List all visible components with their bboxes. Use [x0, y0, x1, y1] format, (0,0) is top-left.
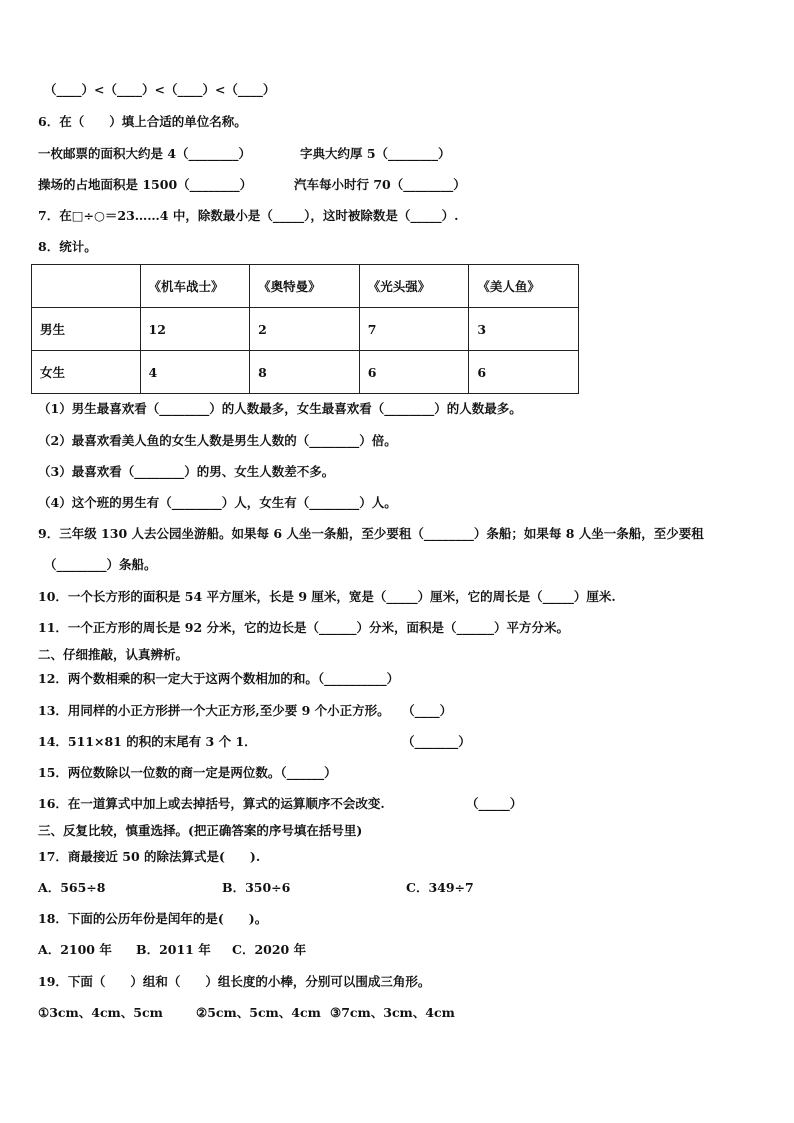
question-14-blank: （_______）: [402, 734, 471, 749]
table-cell: 男生: [32, 308, 141, 351]
question-8-part-2: （2）最喜欢看美人鱼的女生人数是男生人数的（________）倍。: [38, 433, 397, 448]
table-cell: 6: [469, 351, 579, 394]
question-7: 7．在□÷○＝23……4 中，除数最小是（_____），这时被除数是（_____）.: [38, 208, 459, 223]
table-cell: 12: [140, 308, 250, 351]
q19-option-1: ①3cm、4cm、5cm: [38, 1005, 163, 1020]
question-19: 19．下面（ ）组和（ ）组长度的小棒，分别可以围成三角形。: [38, 974, 431, 989]
table-header-row: [32, 265, 579, 308]
section-2-title: 二、仔细推敲，认真辨析。: [38, 647, 189, 662]
section-3-title: 三、反复比较，慎重选择。(把正确答案的序号填在括号里): [38, 823, 363, 838]
question-8-part-3: （3）最喜欢看（________）的男、女生人数差不多。: [38, 464, 335, 479]
question-13: 13．用同样的小正方形拼一个大正方形,至少要 9 个小正方形。 （____）: [38, 703, 453, 718]
question-18: 18．下面的公历年份是闰年的是( )。: [38, 911, 268, 926]
q19-option-2: ②5cm、5cm、4cm: [196, 1005, 321, 1020]
table-row: [32, 308, 579, 351]
question-14: 14．511×81 的积的末尾有 3 个 1．: [38, 734, 257, 749]
question-9: 9．三年级 130 人去公园坐游船。如果每 6 人坐一条船，至少要租（________）条船；如果每 8 人坐一条船，至少要租: [38, 526, 704, 541]
q17-option-a: A．565÷8: [38, 880, 106, 895]
inequality-blanks: （____）<（____）<（____）<（____）: [44, 82, 276, 97]
question-6-dictionary: 字典大约厚 5（________）: [300, 146, 451, 161]
table-cell: 3: [469, 308, 579, 351]
question-6-playground: 操场的占地面积是 1500（________）: [38, 177, 253, 192]
table-cell: 女生: [32, 351, 141, 394]
q17-option-b: B．350÷6: [222, 880, 291, 895]
table-header-cell: 《奥特曼》: [250, 265, 360, 308]
question-11: 11．一个正方形的周长是 92 分米，它的边长是（______）分米，面积是（______）平方分米。: [38, 620, 569, 635]
question-8: 8．统计。: [38, 239, 97, 254]
question-6: 6．在（ ）填上合适的单位名称。: [38, 114, 247, 129]
question-17: 17．商最接近 50 的除法算式是( ).: [38, 849, 261, 864]
q18-option-b: B．2011 年: [136, 942, 211, 957]
table-cell: [32, 265, 141, 308]
question-12: 12．两个数相乘的积一定大于这两个数相加的和。（__________）: [38, 671, 400, 686]
question-6-stamp: 一枚邮票的面积大约是 4（________）: [38, 146, 252, 161]
table-cell: 4: [140, 351, 250, 394]
table-header-cell: 《美人鱼》: [469, 265, 579, 308]
table-cell: 2: [250, 308, 360, 351]
question-9-continued: （________）条船。: [44, 557, 157, 572]
table-header-cell: 《机车战士》: [140, 265, 250, 308]
question-10: 10．一个长方形的面积是 54 平方厘米，长是 9 厘米，宽是（_____）厘米，它的周长是（_____）厘米.: [38, 589, 616, 604]
table-cell: 8: [250, 351, 360, 394]
table-cell: 7: [359, 308, 469, 351]
question-8-part-1: （1）男生最喜欢看（________）的人数最多，女生最喜欢看（________）的人数最多。: [38, 401, 522, 416]
q18-option-a: A．2100 年: [38, 942, 112, 957]
table-header-cell: 《光头强》: [359, 265, 469, 308]
question-15: 15．两位数除以一位数的商一定是两位数。（______）: [38, 765, 337, 780]
q18-option-c: C．2020 年: [232, 942, 307, 957]
question-8-part-4: （4）这个班的男生有（________）人，女生有（________）人。: [38, 495, 397, 510]
question-16-blank: （_____）: [466, 796, 523, 811]
table-row: [32, 351, 579, 394]
table-cell: 6: [359, 351, 469, 394]
q19-option-3: ③7cm、3cm、4cm: [330, 1005, 455, 1020]
question-6-car: 汽车每小时行 70（________）: [294, 177, 466, 192]
question-16: 16．在一道算式中加上或去掉括号，算式的运算顺序不会改变.: [38, 796, 385, 811]
statistics-table: [31, 264, 579, 394]
q17-option-c: C．349÷7: [406, 880, 474, 895]
